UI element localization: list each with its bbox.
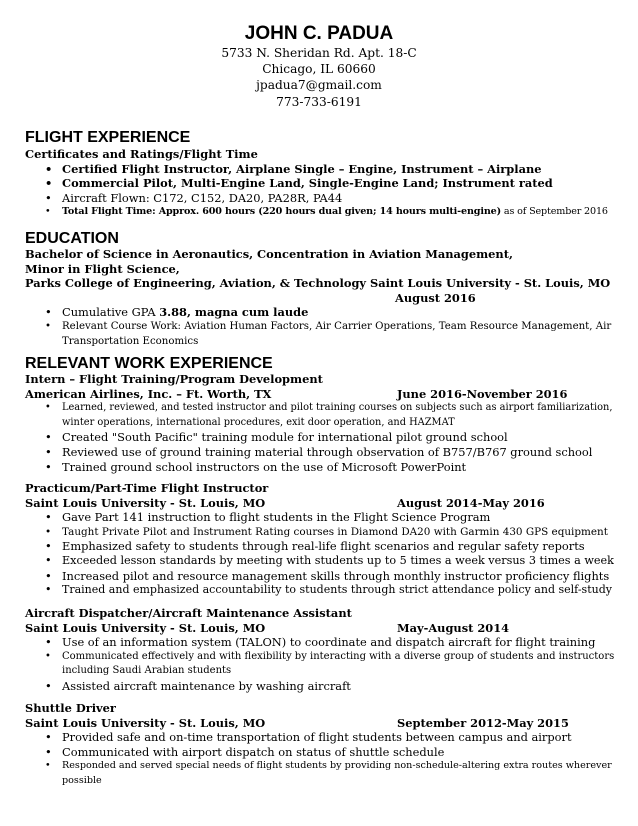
email-address: jpadua7@gmail.com [256, 78, 382, 93]
job-bullets [25, 635, 616, 693]
bullet-line: • Learned, reviewed, and tested instructor and pilot training courses on subjects such as airport familiarization, [62, 402, 613, 414]
bullet-line: possible [62, 774, 102, 786]
coursework-line-1: • Relevant Course Work: Aviation Human Factors, Air Carrier Operations, Team Resource Management, Air [62, 320, 612, 332]
list-item: • Commercial Pilot, Multi-Engine Land, Single-Engine Land; Instrument rated [25, 176, 616, 191]
flight-experience-section [25, 147, 616, 220]
graduation-date: August 2016 [395, 290, 476, 305]
job-role: Aircraft Dispatcher/Aircraft Maintenance Assistant [25, 606, 352, 620]
list-item: • Use of an information system (TALON) to coordinate and dispatch aircraft for flight training [25, 635, 616, 650]
list-item: • Increased pilot and resource management skills through monthly instructor proficiency flights [25, 569, 616, 584]
section-title-education: EDUCATION [25, 230, 119, 247]
resume-header [0, 0, 638, 110]
bullet-line: winter operations, international procedures, exit door operation, and HAZMAT [62, 416, 455, 428]
list-item: • Created "South Pacific" training module for international pilot ground school [25, 430, 616, 445]
job-bullets [25, 401, 616, 474]
job-dates: August 2014-May 2016 [397, 495, 545, 510]
list-item [25, 320, 616, 349]
job-org: Saint Louis University - St. Louis, MO [25, 495, 266, 510]
job-entry [25, 701, 616, 789]
list-item: • Certified Flight Instructor, Airplane Single – Engine, Instrument – Airplane [25, 162, 616, 177]
job-org-row [25, 387, 616, 402]
coursework-line-2: Transportation Economics [62, 335, 199, 347]
job-role: Shuttle Driver [25, 701, 116, 715]
job-org-row [25, 716, 616, 731]
bullet-line: • Responded and served special needs of flight students by providing non-schedule-altering extra routes wherever [62, 760, 612, 772]
job-entry [25, 372, 616, 474]
job-entry [25, 481, 616, 598]
list-item: • Trained ground school instructors on the use of Microsoft PowerPoint [25, 460, 616, 475]
section-title-flight-experience: FLIGHT EXPERIENCE [25, 129, 191, 146]
list-item: • Communicated with airport dispatch on status of shuttle schedule [25, 745, 616, 760]
list-item: • Taught Private Pilot and Instrument Rating courses in Diamond DA20 with Garmin 430 GPS equipment [25, 525, 616, 540]
list-item [25, 650, 616, 679]
job-entry [25, 606, 616, 694]
list-item: • Provided safe and on-time transportation of flight students between campus and airport [25, 730, 616, 745]
flight-subtitle: Certificates and Ratings/Flight Time [25, 147, 258, 161]
job-bullets [25, 510, 616, 598]
flight-list [25, 162, 616, 220]
gpa-label: Cumulative GPA [62, 305, 160, 320]
list-item: • Exceeded lesson standards by meeting with students up to 5 times a week versus 3 times a week [25, 554, 616, 569]
job-org-row [25, 621, 616, 636]
education-list [25, 305, 616, 349]
job-bullets [25, 730, 616, 788]
total-flight-time: Total Flight Time: Approx. 600 hours (220 hours dual given; 14 hours multi-engine) [62, 206, 502, 218]
job-org: Saint Louis University - St. Louis, MO [25, 620, 266, 635]
job-org-row [25, 496, 616, 511]
list-item [25, 305, 616, 320]
list-item [25, 205, 616, 220]
education-section [25, 247, 616, 349]
bullet-line: • Communicated effectively and with flexibility by interacting with a diverse group of students and instructors [62, 650, 615, 662]
job-role: Practicum/Part-Time Flight Instructor [25, 481, 269, 495]
list-item: • Trained and emphasized accountability to students through strict attendance policy and self-study [25, 583, 616, 598]
job-dates: September 2012-May 2015 [397, 715, 569, 730]
list-item: • Aircraft Flown: C172, C152, DA20, PA28R, PA44 [25, 191, 616, 206]
job-dates: May-August 2014 [397, 620, 510, 635]
degree-line: Bachelor of Science in Aeronautics, Concentration in Aviation Management, [25, 247, 513, 261]
job-org: American Airlines, Inc. – Ft. Worth, TX [25, 386, 272, 401]
minor-line: Minor in Flight Science, [25, 261, 180, 276]
school-line: Parks College of Engineering, Aviation, & Technology Saint Louis University - St. Louis, MO [25, 276, 611, 291]
total-flight-time-date: as of September 2016 [501, 206, 608, 218]
bullet-line: including Saudi Arabian students [62, 665, 232, 677]
job-dates: June 2016-November 2016 [397, 386, 568, 401]
gpa-value: 3.88, magna cum laude [159, 305, 309, 320]
phone-number: 773-733-6191 [276, 94, 362, 109]
job-org: Saint Louis University - St. Louis, MO [25, 715, 266, 730]
list-item [25, 759, 616, 788]
list-item [25, 401, 616, 430]
section-title-work-experience: RELEVANT WORK EXPERIENCE [25, 355, 273, 372]
list-item: • Assisted aircraft maintenance by washing aircraft [25, 679, 616, 694]
candidate-name: JOHN C. PADUA [244, 23, 394, 44]
list-item: • Gave Part 141 instruction to flight students in the Flight Science Program [25, 510, 616, 525]
address-line-1: 5733 N. Sheridan Rd. Apt. 18-C [221, 46, 417, 60]
job-role: Intern – Flight Training/Program Development [25, 372, 323, 386]
graduation-date-row [25, 291, 616, 306]
list-item: • Emphasized safety to students through real-life flight scenarios and regular safety reports [25, 539, 616, 554]
list-item: • Reviewed use of ground training material through observation of B757/B767 ground school [25, 445, 616, 460]
address-line-2: Chicago, IL 60660 [262, 62, 376, 77]
